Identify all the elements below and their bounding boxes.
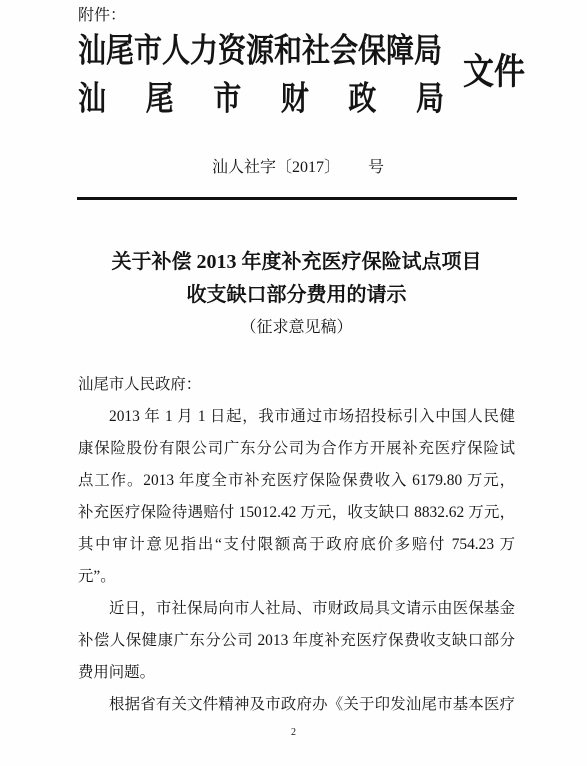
title-line-1: 关于补偿 2013 年度补充医疗保险试点项目: [111, 251, 482, 273]
paragraph-1: [78, 401, 515, 593]
salutation: 汕尾市人民政府：: [78, 376, 202, 393]
paragraph-3: [78, 689, 515, 721]
paragraph-2: [78, 593, 515, 689]
paragraph-line: 2013 年 1 月 1 日起，我市通过市场招投标引入中国人民健: [109, 408, 515, 425]
header-divider: [77, 197, 517, 200]
paragraph-line: 元”。: [78, 568, 116, 585]
draft-note: （征求意见稿）: [240, 319, 353, 336]
paragraph-line: 其中审计意见指出“支付限额高于政府底价多赔付 754.23 万: [78, 536, 515, 553]
title-line-2: 收支缺口部分费用的请示: [186, 284, 407, 306]
paragraph-line: 费用问题。: [78, 664, 155, 681]
document-number: 汕人社字〔2017〕: [212, 159, 341, 176]
page-number: 2: [291, 727, 296, 738]
issuing-agency-finance: 汕尾市财政局: [78, 81, 444, 118]
paragraph-line: 补偿人保健康广东分公司 2013 年度补充医疗保费收支缺口部分: [78, 632, 515, 649]
letter-body: [78, 369, 515, 721]
attachment-label: 附件：: [78, 7, 127, 24]
document-title: [78, 246, 515, 338]
document-number-suffix: 号: [368, 159, 385, 176]
paragraph-line: 补充医疗保险待遇赔付 15012.42 万元，收支缺口 8832.62 万元，: [78, 504, 515, 521]
paragraph-line: 根据省有关文件精神及市政府办《关于印发汕尾市基本医疗: [109, 696, 515, 713]
document-type-label: 文件: [463, 51, 525, 92]
issuing-agency-hrss: 汕尾市人力资源和社会保障局: [78, 33, 443, 70]
paragraph-line: 康保险股份有限公司广东分公司为合作方开展补充医疗保险试: [78, 440, 515, 457]
paragraph-line: 点工作。2013 年度全市补充医疗保险保费收入 6179.80 万元，: [78, 472, 515, 489]
paragraph-line: 近日，市社保局向市人社局、市财政局具文请示由医保基金: [109, 600, 515, 617]
